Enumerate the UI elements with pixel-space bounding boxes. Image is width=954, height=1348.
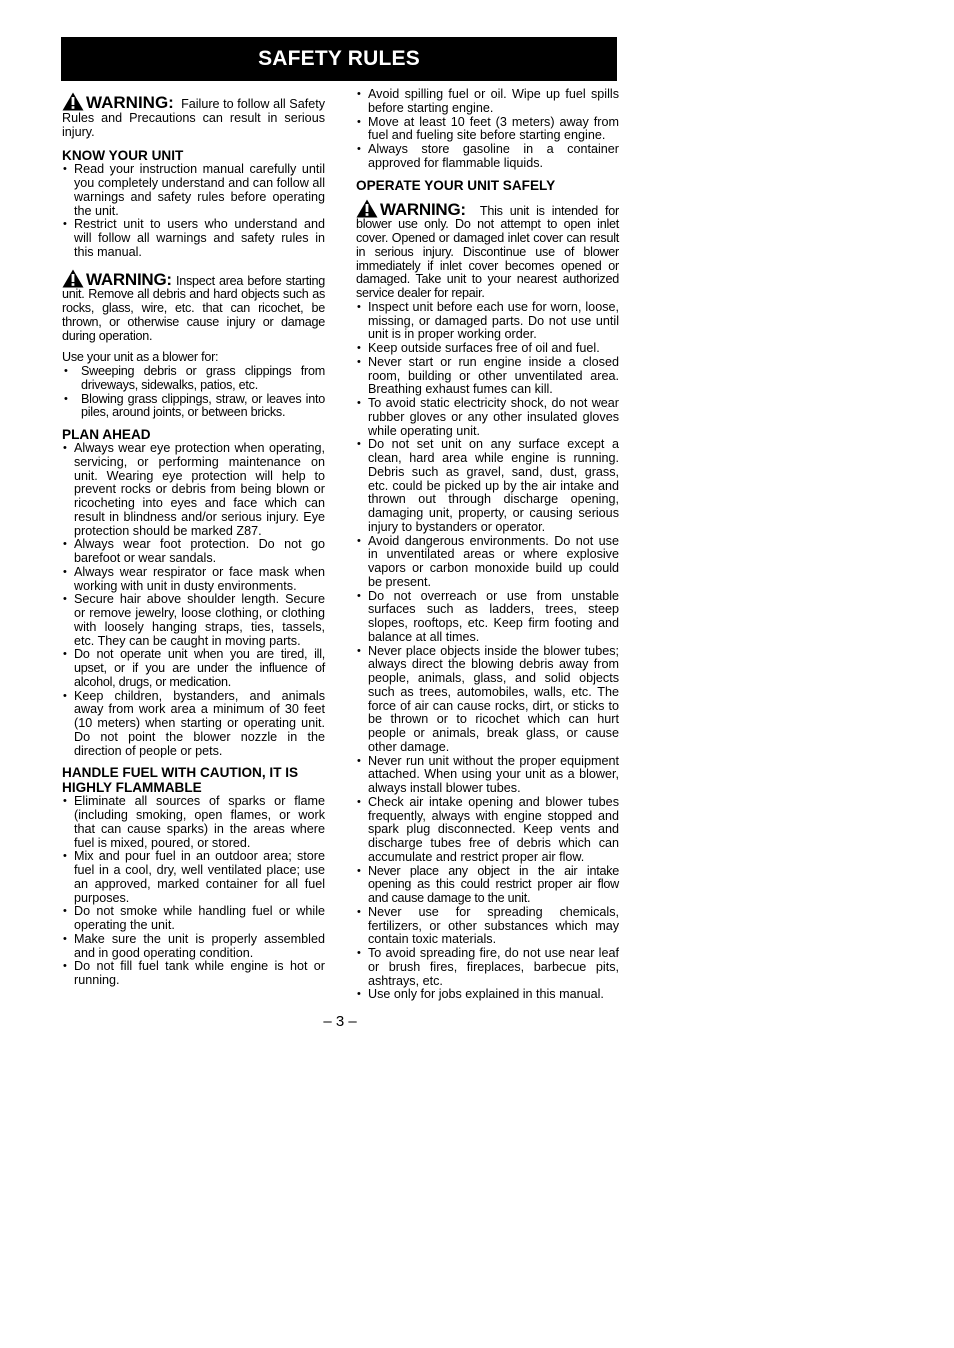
heading-operate-safely: OPERATE YOUR UNIT SAFELY	[356, 177, 556, 193]
list-item: • Never place any object in the air intake opening as this could restrict proper air flow and cause damage to the unit.	[356, 865, 619, 906]
left-column	[62, 88, 325, 988]
plan-ahead-list	[62, 442, 325, 758]
heading-know-your-unit: KNOW YOUR UNIT	[62, 148, 184, 164]
warning-triangle-icon	[62, 269, 84, 288]
warning-text: Inspect area before starting unit. Remove all debris and hard objects such as rocks, glass, wire, etc. that can ricochet, be thrown, or otherwise cause injury or damage during operation.	[62, 273, 325, 343]
warning-text: This unit is intended for blower use only. Do not attempt to open inlet cover. Opened or damaged inlet cover can result in serious injury. Discontinue use of blower immediately if inlet cover becomes opened or damaged. Take unit to your nearest authorized service dealer for repair.	[356, 203, 619, 300]
list-item: • Blowing grass clippings, straw, or leaves into piles, around joints, or between bricks.	[62, 393, 325, 421]
list-item: • Read your instruction manual carefully until you completely understand and can follow all warnings and safety rules before operating the unit.	[62, 163, 325, 218]
heading-handle-fuel: HANDLE FUEL WITH CAUTION, IT IS HIGHLY FLAMMABLE	[62, 765, 299, 796]
operate-safely-list	[356, 301, 619, 1002]
warning-text: Failure to follow all Safety Rules and Precautions can result in serious injury.	[62, 97, 326, 139]
list-item: • Avoid spilling fuel or oil. Wipe up fuel spills before starting engine.	[356, 88, 619, 116]
list-item: • Do not set unit on any surface except a clean, hard area while engine is running. Debris such as gravel, sand, dust, grass, etc. could be picked up by the air intake and thrown out through discharge opening, damaging unit, property, or causing serious injury to bystanders or operator.	[356, 438, 619, 534]
list-item: • Never place objects inside the blower tubes; always direct the blowing debris away from people, animals, glass, and solid objects such as trees, automobiles, walls, etc. The force of air can cause rocks, dirt, or sticks to be thrown or to ricochet which can hurt people or animals, break glass, or cause other damage.	[356, 645, 619, 755]
list-item: • Always wear eye protection when operating, servicing, or performing maintenance on unit. Wearing eye protection will help to prevent rocks or debris from being blown or ricocheting into eyes and face which can result in blindness and/or serious injury. Eye protection should be marked Z87.	[62, 442, 325, 538]
list-item: • Never start or run engine inside a closed room, building or other unventilated area. Breathing exhaust fumes can kill.	[356, 356, 619, 397]
heading-plan-ahead: PLAN AHEAD	[62, 427, 151, 442]
list-item: • Do not fill fuel tank while engine is hot or running.	[62, 960, 325, 988]
list-item: • Inspect unit before each use for worn, loose, missing, or damaged parts. Do not use until unit is in proper working order.	[356, 301, 619, 342]
list-item: • Do not smoke while handling fuel or while operating the unit.	[62, 905, 325, 933]
list-item: • Keep children, bystanders, and animals away from work area a minimum of 30 feet (10 meters) when starting or operating unit. Do not point the blower nozzle in the direction of people or pets.	[62, 690, 325, 759]
list-item: • Always store gasoline in a container approved for flammable liquids.	[356, 143, 619, 171]
warning-label: WARNING:	[86, 93, 174, 112]
list-item: • Always wear respirator or face mask when working with unit in dusty environments.	[62, 566, 325, 594]
handle-fuel-list-continued	[356, 88, 619, 171]
handle-fuel-list	[62, 795, 325, 988]
blower-use-intro: Use your unit as a blower for:	[62, 350, 219, 365]
list-item: • Restrict unit to users who understand and will follow all warnings and safety rules in this manual.	[62, 218, 325, 259]
list-item: • Secure hair above shoulder length. Secure or remove jewelry, loose clothing, or clothing with loosely hanging straps, ties, tassels, etc. They can be caught in moving parts.	[62, 593, 325, 648]
right-column	[356, 88, 619, 1002]
list-item: • Sweeping debris or grass clippings from driveways, sidewalks, patios, etc.	[62, 365, 325, 393]
list-item: • Do not overreach or use from unstable surfaces such as ladders, trees, steep slopes, rooftops, etc. Keep firm footing and balance at all times.	[356, 590, 619, 645]
warning-label: WARNING:	[380, 199, 466, 219]
list-item: • Mix and pour fuel in an outdoor area; store fuel in a cool, dry, well ventilated place; use an approved, marked container for all fuel purposes.	[62, 850, 325, 905]
list-item: • Keep outside surfaces free of oil and fuel.	[356, 342, 619, 356]
list-item: • Do not operate unit when you are tired, ill, upset, or if you are under the influence of alcohol, drugs, or medication.	[62, 648, 325, 689]
warning-triangle-icon	[356, 199, 378, 218]
warning-inspect-area	[62, 269, 325, 344]
section-title-banner	[61, 37, 617, 81]
list-item: • Check air intake opening and blower tubes frequently, always with engine stopped and spark plug disconnected. Keep vents and discharge tubes free of debris which can accumulate and restrict proper air flow.	[356, 796, 619, 865]
list-item: • Use only for jobs explained in this manual.	[356, 988, 619, 1002]
page-title: SAFETY RULES	[258, 47, 420, 70]
list-item: • Never use for spreading chemicals, fertilizers, or other substances which may contain toxic materials.	[356, 906, 619, 947]
list-item: • Never run unit without the proper equipment attached. When using your unit as a blower, always install blower tubes.	[356, 755, 619, 796]
list-item: • Move at least 10 feet (3 meters) away from fuel and fueling site before starting engine.	[356, 116, 619, 144]
warning-general	[62, 92, 325, 139]
know-unit-list	[62, 163, 325, 259]
list-item: • To avoid spreading fire, do not use near leaf or brush fires, fireplaces, barbecue pits, ashtrays, etc.	[356, 947, 619, 988]
list-item: • Eliminate all sources of sparks or flame (including smoking, open flames, or work that can cause sparks) in the areas where fuel is mixed, poured, or stored.	[62, 795, 325, 850]
list-item: • Make sure the unit is properly assembled and in good operating condition.	[62, 933, 325, 961]
list-item: • Avoid dangerous environments. Do not use in unventilated areas or where explosive vapors or carbon monoxide build up could be present.	[356, 535, 619, 590]
list-item: • Always wear foot protection. Do not go barefoot or wear sandals.	[62, 538, 325, 566]
warning-triangle-icon	[62, 92, 84, 111]
blower-use-list	[62, 365, 325, 420]
list-item: • To avoid static electricity shock, do not wear rubber gloves or any other insulated gloves while operating unit.	[356, 397, 619, 438]
warning-blower-use-only	[356, 199, 619, 301]
warning-label: WARNING:	[86, 269, 172, 289]
page-number: – 3 –	[323, 1013, 357, 1030]
